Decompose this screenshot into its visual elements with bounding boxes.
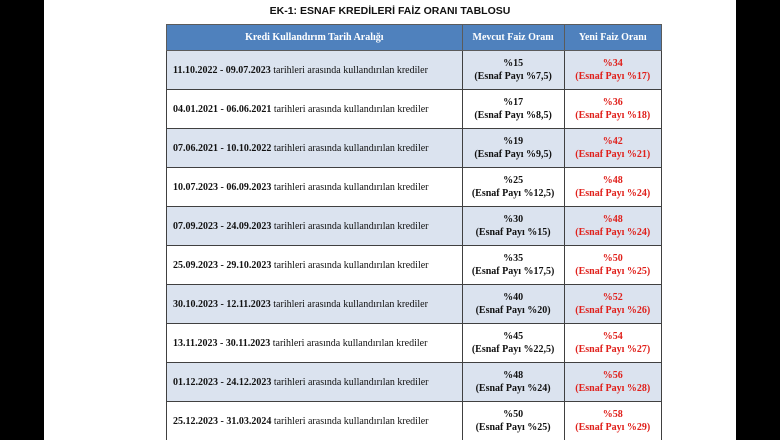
current-share: (Esnaf Payı %9,5)	[474, 149, 552, 160]
new-rate: %34	[602, 58, 623, 69]
current-share: (Esnaf Payı %17,5)	[471, 266, 555, 277]
range-suffix: tarihleri arasında kullandırılan krediler	[273, 259, 429, 271]
table-row	[167, 90, 662, 129]
range-cell	[167, 207, 463, 246]
header-new-rate: Yeni Faiz Oranı	[564, 25, 661, 51]
current-rate-cell	[462, 129, 564, 168]
range-suffix: tarihleri arasında kullandırılan krediler	[273, 298, 428, 310]
new-rate-cell	[564, 363, 661, 402]
left-letterbox	[0, 0, 44, 440]
new-rate-cell	[564, 324, 661, 363]
range-suffix: tarihleri arasında kullandırılan krediler	[273, 103, 429, 115]
table-row	[167, 168, 662, 207]
new-share: (Esnaf Payı %17)	[575, 71, 651, 82]
table-row	[167, 363, 662, 402]
new-rate-cell	[564, 402, 661, 440]
date-range: 01.12.2023 - 24.12.2023	[173, 376, 272, 388]
document-page	[44, 0, 736, 440]
range-cell	[167, 90, 463, 129]
date-range: 11.10.2022 - 09.07.2023	[173, 64, 271, 76]
date-range: 13.11.2023 - 30.11.2023	[173, 337, 271, 349]
current-rate-cell	[462, 402, 564, 440]
new-rate: %58	[602, 409, 623, 420]
new-share: (Esnaf Payı %24)	[575, 227, 651, 238]
current-share: (Esnaf Payı %22,5)	[471, 344, 555, 355]
date-range: 07.06.2021 - 10.10.2022	[173, 142, 272, 154]
new-rate-cell	[564, 51, 661, 90]
current-rate: %25	[503, 175, 524, 186]
current-rate: %15	[503, 58, 524, 69]
new-rate-cell	[564, 285, 661, 324]
current-rate: %45	[503, 331, 524, 342]
date-range: 25.09.2023 - 29.10.2023	[173, 259, 272, 271]
date-range: 07.09.2023 - 24.09.2023	[173, 220, 272, 232]
range-suffix: tarihleri arasında kullandırılan krediler	[273, 142, 429, 154]
table-header-row	[167, 25, 662, 51]
range-suffix: tarihleri arasında kullandırılan krediler	[273, 415, 429, 427]
current-share: (Esnaf Payı %25)	[475, 422, 551, 433]
table-row	[167, 285, 662, 324]
current-rate-cell	[462, 324, 564, 363]
table-row	[167, 402, 662, 440]
new-rate-cell	[564, 90, 661, 129]
current-rate-cell	[462, 207, 564, 246]
new-rate: %42	[602, 136, 623, 147]
current-share: (Esnaf Payı %15)	[475, 227, 551, 238]
date-range: 10.07.2023 - 06.09.2023	[173, 181, 272, 193]
range-suffix: tarihleri arasında kullandırılan krediler	[273, 376, 429, 388]
new-rate: %52	[602, 292, 623, 303]
interest-rate-table	[166, 24, 662, 440]
range-cell	[167, 363, 463, 402]
range-cell	[167, 246, 463, 285]
new-share: (Esnaf Payı %21)	[575, 149, 651, 160]
current-rate: %35	[503, 253, 524, 264]
date-range: 30.10.2023 - 12.11.2023	[173, 298, 271, 310]
new-rate-cell	[564, 207, 661, 246]
table-row	[167, 207, 662, 246]
range-cell	[167, 129, 463, 168]
right-letterbox	[736, 0, 780, 440]
current-rate-cell	[462, 90, 564, 129]
current-share: (Esnaf Payı %12,5)	[471, 188, 555, 199]
new-rate: %56	[602, 370, 623, 381]
current-rate-cell	[462, 246, 564, 285]
current-share: (Esnaf Payı %7,5)	[474, 71, 552, 82]
new-rate: %50	[602, 253, 623, 264]
new-share: (Esnaf Payı %26)	[575, 305, 651, 316]
table-row	[167, 324, 662, 363]
header-current-rate: Mevcut Faiz Oranı	[462, 25, 564, 51]
new-share: (Esnaf Payı %25)	[575, 266, 651, 277]
table-body	[167, 51, 662, 440]
current-rate-cell	[462, 51, 564, 90]
new-share: (Esnaf Payı %27)	[575, 344, 651, 355]
current-rate-cell	[462, 285, 564, 324]
current-share: (Esnaf Payı %8,5)	[474, 110, 552, 121]
current-rate-cell	[462, 363, 564, 402]
range-cell	[167, 168, 463, 207]
new-rate: %54	[602, 331, 623, 342]
new-rate: %48	[602, 214, 623, 225]
range-suffix: tarihleri arasında kullandırılan krediler	[273, 220, 429, 232]
current-share: (Esnaf Payı %20)	[475, 305, 551, 316]
range-cell	[167, 402, 463, 440]
new-share: (Esnaf Payı %29)	[575, 422, 651, 433]
new-rate-cell	[564, 129, 661, 168]
range-cell	[167, 51, 463, 90]
current-rate: %30	[503, 214, 524, 225]
current-rate-cell	[462, 168, 564, 207]
table-row	[167, 129, 662, 168]
date-range: 25.12.2023 - 31.03.2024	[173, 415, 272, 427]
table-row	[167, 246, 662, 285]
new-share: (Esnaf Payı %24)	[575, 188, 651, 199]
current-rate: %19	[503, 136, 524, 147]
range-cell	[167, 285, 463, 324]
new-share: (Esnaf Payı %28)	[575, 383, 651, 394]
range-suffix: tarihleri arasında kullandırılan krediler	[273, 181, 429, 193]
current-rate: %17	[503, 97, 524, 108]
range-suffix: tarihleri arasında kullandırılan krediler	[273, 64, 428, 76]
current-share: (Esnaf Payı %24)	[475, 383, 551, 394]
new-rate-cell	[564, 168, 661, 207]
document-title: EK-1: ESNAF KREDİLERİ FAİZ ORANI TABLOSU	[269, 5, 511, 17]
new-rate: %48	[602, 175, 623, 186]
range-cell	[167, 324, 463, 363]
current-rate: %48	[503, 370, 524, 381]
new-rate-cell	[564, 246, 661, 285]
current-rate: %40	[503, 292, 524, 303]
header-range: Kredi Kullandırım Tarih Aralığı	[167, 25, 463, 51]
date-range: 04.01.2021 - 06.06.2021	[173, 103, 272, 115]
new-rate: %36	[602, 97, 623, 108]
range-suffix: tarihleri arasında kullandırılan krediler	[272, 337, 428, 349]
table-row	[167, 51, 662, 90]
new-share: (Esnaf Payı %18)	[575, 110, 651, 121]
current-rate: %50	[503, 409, 524, 420]
